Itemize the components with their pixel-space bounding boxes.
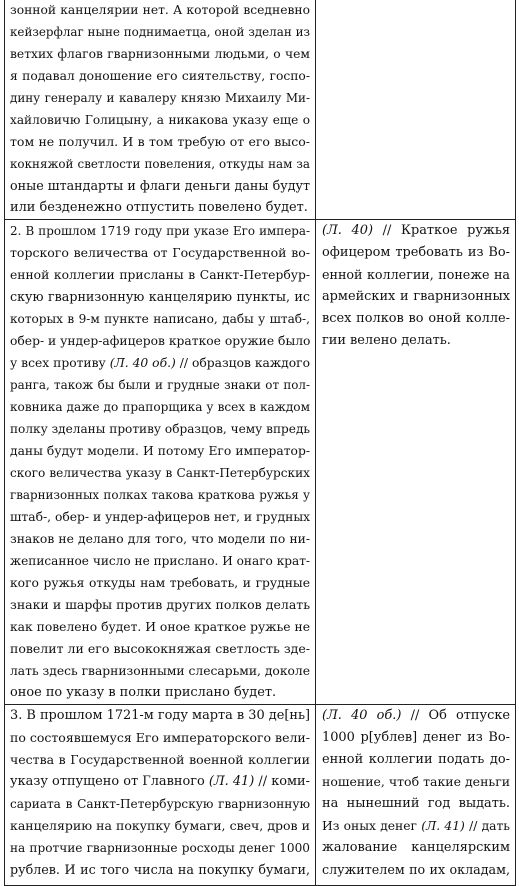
text-line: указу отпущено от Главного (Л. 41) // коми- xyxy=(10,774,310,789)
text-line: даны будут модели. И потому Его император- xyxy=(10,444,310,458)
text-line: знаки и шарфы против других полков делать xyxy=(10,597,310,612)
text-line: рублев. И ис того числа на покупку бумаги, xyxy=(10,862,310,877)
resolution-line: армейских и гварнизонных xyxy=(322,289,510,304)
row-2-main-text xyxy=(5,220,316,705)
text-line: обер- и ундер-афицеров краткое оружие было xyxy=(10,334,310,348)
text-line: кокняжой светлости повеления, откуды нам за xyxy=(10,157,310,171)
text-line: хайловичю Голицыну, а никакова указу еще о xyxy=(10,113,310,127)
text-line: или безденежно отпустить повелено будет. xyxy=(10,200,308,215)
text-line: полку зделаны противу образцов, чему впредь xyxy=(10,422,310,436)
row-2-resolution xyxy=(316,220,516,705)
document-table xyxy=(4,0,516,886)
row-3-resolution xyxy=(316,705,516,886)
table-row xyxy=(5,220,516,705)
text-line: лать здесь гварнизонными слесарьми, доколе xyxy=(10,664,310,678)
table-row xyxy=(5,0,516,220)
resolution-line: енной коллегии, понеже на xyxy=(322,267,510,282)
resolution-line: служителем по их окладам, xyxy=(322,862,510,877)
resolution-line: 1000 р[ублев] денег из Во- xyxy=(322,730,510,745)
text-line: торского величества от Государственной во- xyxy=(10,245,310,260)
row-1-resolution xyxy=(316,0,516,220)
text-line: как повелено будет. И оное краткое ружье не xyxy=(10,620,310,634)
resolution-line: енной коллегии подать до- xyxy=(322,752,510,767)
resolution-line: жалование канцелярским xyxy=(322,840,510,855)
text-line: кого ружья откуды нам требовать, и грудные xyxy=(10,576,310,590)
resolution-line: (Л. 40 об.) // Об отпуске xyxy=(322,708,510,723)
text-line: том не получил. И в том требую от его высо- xyxy=(10,134,310,149)
text-line: зонной канцелярии нет. А которой вседневно xyxy=(10,3,310,17)
text-line: оное по указу в полки прислано будет. xyxy=(10,685,277,700)
text-line: 2. В прошлом 1719 году при указе Его импера- xyxy=(10,224,310,238)
text-line: я подавал доношение его сиятельству, госпо- xyxy=(10,69,310,83)
row-1-main-text xyxy=(5,0,316,220)
resolution-line: всех полков во оной колле- xyxy=(322,311,510,326)
text-line: ветхих флагов гварнизонными людьми, о чем xyxy=(10,47,310,61)
text-line: кейзерфлаг ныне поднимаетца, оной зделан из xyxy=(10,25,310,39)
text-line: 3. В прошлом 1721-м году марта в 30 де[нь] xyxy=(10,708,310,723)
row-3-main-text xyxy=(5,705,316,886)
text-line: скую гварнизонную канцелярию пункты, ис xyxy=(10,289,310,304)
text-line: канцелярию на покупку бумаги, свеч, дров и xyxy=(10,818,310,833)
resolution-line: на нынешний год выдать. xyxy=(322,796,510,811)
text-line: чества в Государственной военной коллегии xyxy=(10,752,310,767)
resolution-line: Из оных денег (Л. 41) // дать xyxy=(322,819,510,833)
resolution-line: (Л. 40) // Краткое ружья xyxy=(322,223,510,238)
text-line: штаб-, обер- и ундер-афицеров нет, и грудных xyxy=(10,510,310,524)
text-line: которых в 9-м пункте написано, дабы у штаб-, xyxy=(10,312,310,326)
table-row xyxy=(5,705,516,886)
text-line: у всех противу (Л. 40 об.) // образцов каждого xyxy=(10,356,310,370)
resolution-line: гии велено делать. xyxy=(322,333,451,348)
text-line: енной коллегии присланы в Санкт-Петербур- xyxy=(10,268,310,282)
text-line: повелит ли его высококняжая светлость зде- xyxy=(10,641,310,656)
text-line: ковника даже до прапорщика у всех в каждом xyxy=(10,400,310,414)
text-line: оные штандарты и флаги деньги даны будут xyxy=(10,178,310,193)
resolution-line: ношение, чтоб такие деньги xyxy=(322,774,510,789)
text-line: на протчие гварнизонные росходы денег 1000 xyxy=(10,841,310,855)
text-line: жеписанное число не прислано. И онаго крат- xyxy=(10,554,310,568)
text-line: гварнизонных полках такова краткова ружья у xyxy=(10,488,310,502)
text-line: ранга, також бы были и грудные знаки от пол- xyxy=(10,378,310,392)
text-line: сариата в Санкт-Петербурскую гварнизонную xyxy=(10,797,310,811)
resolution-line: офицером требовать из Во- xyxy=(322,245,510,260)
text-line: дину генералу и кавалеру князю Михаилу Ми- xyxy=(10,91,310,105)
text-line: ского величества указу в Санкт-Петербурских xyxy=(10,466,310,480)
text-line: по состоявшемуся Его императорского вели- xyxy=(10,730,310,745)
text-line: знаков не делано для того, что модели по ни- xyxy=(10,532,310,546)
document-page xyxy=(4,0,515,877)
